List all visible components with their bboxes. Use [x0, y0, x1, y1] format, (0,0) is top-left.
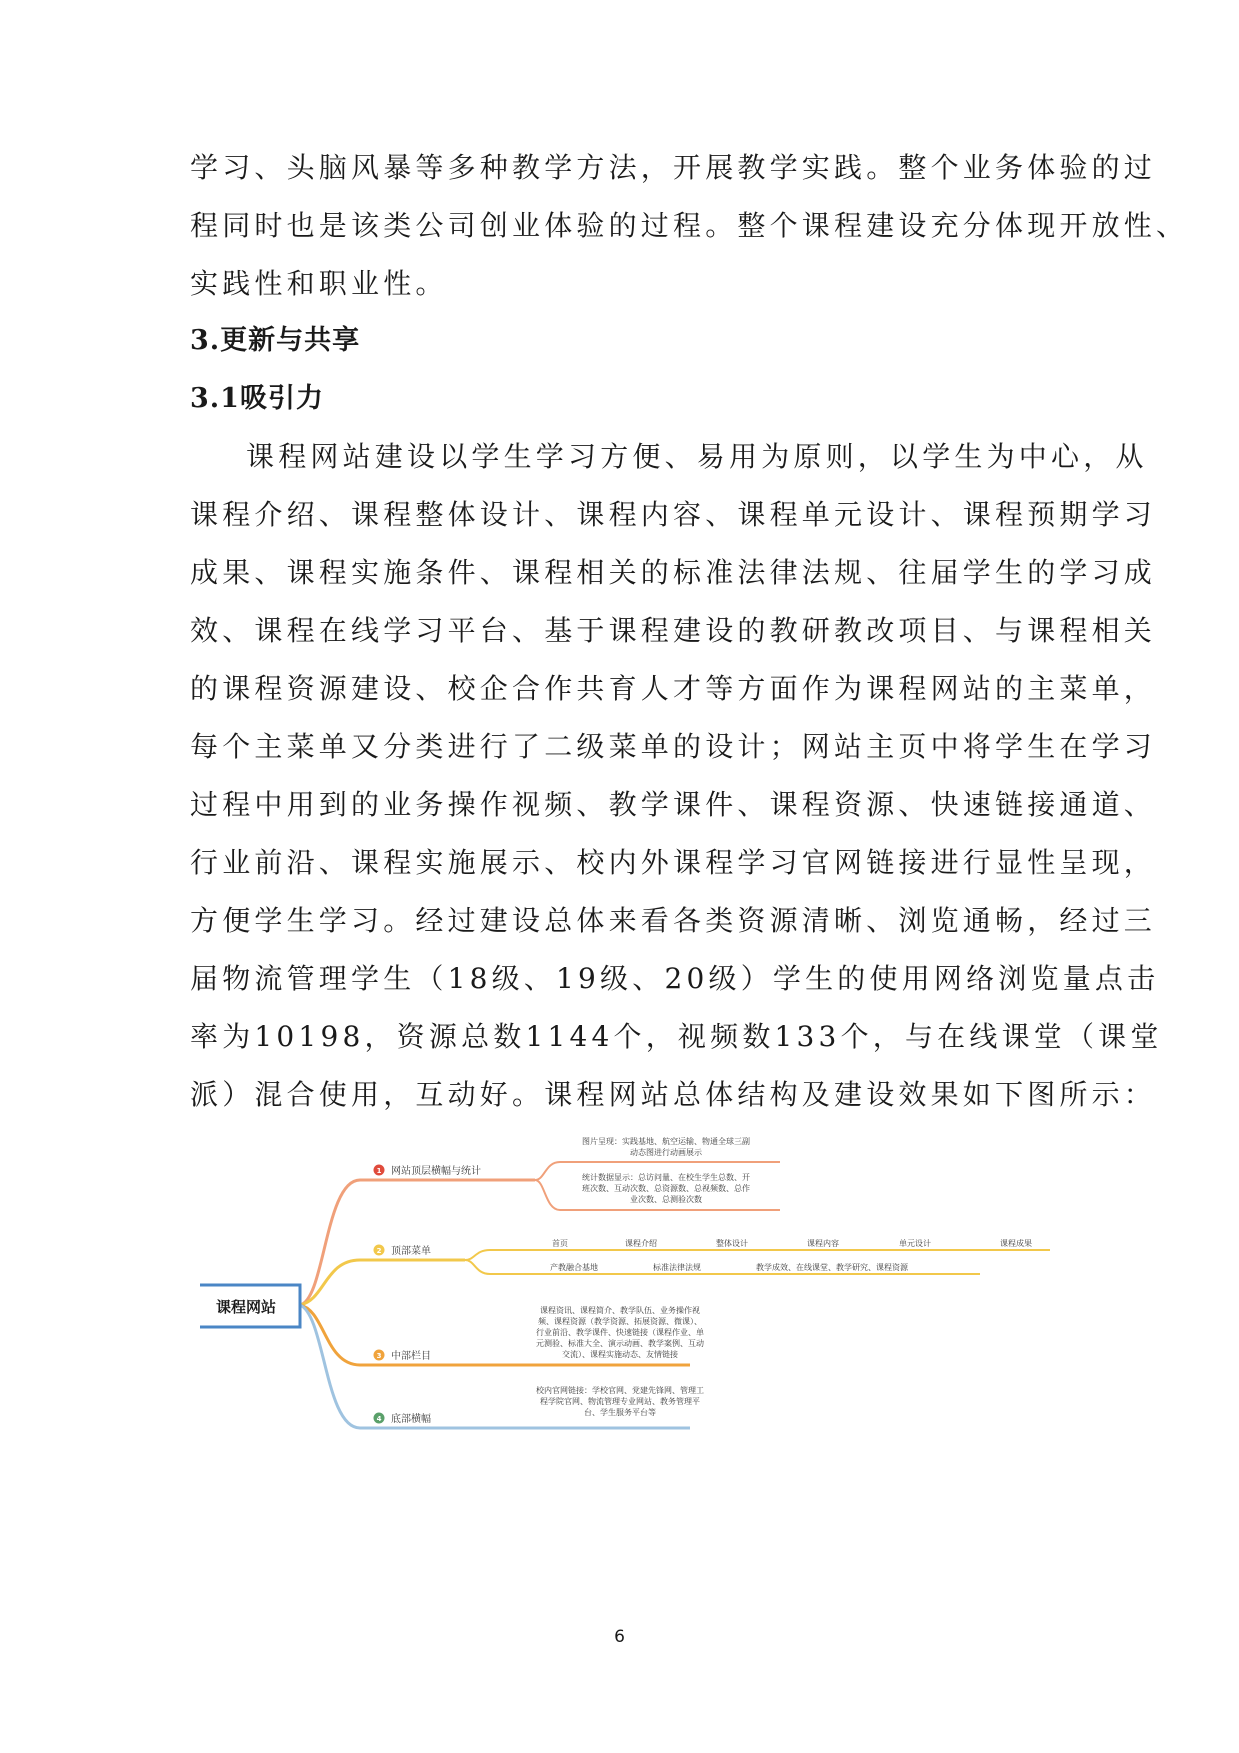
- paragraph-line: 课程介绍、课程整体设计、课程内容、课程单元设计、课程预期学习: [190, 498, 1157, 531]
- branch-3-leaf-line: 交流）、课程实施动态、友情链接: [562, 1350, 678, 1359]
- paragraph-line: 方便学生学习。经过建设总体来看各类资源清晰、浏览通畅，经过三: [190, 904, 1157, 937]
- paragraph-line: 派）混合使用，互动好。课程网站总体结构及建设效果如下图所示：: [190, 1078, 1157, 1111]
- branch-4-leaf-line: 程学院官网、物流管理专业网站、教务管理平: [540, 1397, 700, 1406]
- branch-3-leaf-line: 频、课程资源（教学资源、拓展资源、微课）、: [538, 1317, 702, 1326]
- branch-2-label: 顶部菜单: [391, 1246, 431, 1257]
- top-menu-item: 课程介绍: [625, 1239, 657, 1248]
- paragraph-line: 届物流管理学生（18级、19级、20级）学生的使用网络浏览量点击: [190, 962, 1160, 995]
- top-menu-item: 整体设计: [716, 1239, 748, 1248]
- paragraph-line: 课程网站建设以学生学习方便、易用为原则，以学生为中心，从: [246, 440, 1148, 473]
- page-number: 6: [614, 1627, 625, 1647]
- branch-1-leaf-line: 业次数、总测验次数: [630, 1195, 702, 1204]
- top-menu-item: 课程成果: [1000, 1239, 1032, 1248]
- paragraph-line: 效、课程在线学习平台、基于课程建设的教研教改项目、与课程相关: [190, 614, 1157, 647]
- paragraph-line: 行业前沿、课程实施展示、校内外课程学习官网链接进行显性呈现，: [190, 846, 1157, 879]
- paragraph-line: 过程中用到的业务操作视频、教学课件、课程资源、快速链接通道、: [190, 788, 1157, 821]
- top-menu-item: 课程内容: [807, 1239, 839, 1248]
- top-menu-item: 产教融合基地: [550, 1263, 598, 1272]
- branch-2-number: 2: [376, 1247, 382, 1255]
- root-label: 课程网站: [215, 1298, 277, 1316]
- paragraph-line: 每个主菜单又分类进行了二级菜单的设计；网站主页中将学生在学习: [190, 730, 1157, 763]
- top-menu-item: 首页: [552, 1239, 568, 1248]
- branch-1-leaf-line: 动态图进行动画展示: [630, 1148, 702, 1157]
- course-website-mindmap: [200, 1130, 1060, 1610]
- branch-1-leaf-line: 班次数、互动次数、总资源数、总视频数、总作: [582, 1184, 750, 1193]
- top-menu-item: 标准法律法规: [653, 1263, 701, 1272]
- branch-3-leaf-line: 课程资讯、课程简介、教学队伍、业务操作视: [540, 1306, 700, 1315]
- top-menu-item: 单元设计: [899, 1239, 931, 1248]
- paragraph-line: 实践性和职业性。: [190, 267, 448, 300]
- paragraph-line: 成果、课程实施条件、课程相关的标准法律法规、往届学生的学习成: [190, 556, 1157, 589]
- paragraph-line: 程同时也是该类公司创业体验的过程。整个课程建设充分体现开放性、: [190, 209, 1189, 242]
- paragraph-line: 的课程资源建设、校企合作共育人才等方面作为课程网站的主菜单，: [190, 672, 1157, 705]
- branch-4-number: 4: [376, 1415, 382, 1423]
- branch-3-leaf-line: 行业前沿、教学课件、快速链接（课程作业、单: [536, 1328, 704, 1337]
- top-menu-item: 教学成效、在线课堂、教学研究、课程资源: [756, 1263, 908, 1272]
- subsection-heading: 3.1吸引力: [190, 383, 324, 414]
- branch-4-leaf-line: 校内官网链接：学校官网、党建先锋网、管理工: [536, 1386, 704, 1395]
- branch-4-label: 底部横幅: [391, 1414, 431, 1425]
- paragraph-line: 学习、头脑风暴等多种教学方法，开展教学实践。整个业务体验的过: [190, 151, 1157, 184]
- branch-3-number: 3: [376, 1352, 382, 1360]
- paragraph-line: 率为10198，资源总数1144个，视频数133个，与在线课堂（课堂: [190, 1020, 1163, 1053]
- branch-1-leaf-line: 图片呈现：实践基地、航空运输、物通全球三副: [582, 1137, 750, 1146]
- branch-3-label: 中部栏目: [391, 1351, 431, 1362]
- branch-3-leaf-line: 元测验、标准大全、演示动画、教学案例、互动: [536, 1339, 704, 1348]
- branch-1-label: 网站顶层横幅与统计: [391, 1166, 481, 1177]
- branch-1-leaf-line: 统计数据显示：总访问量、在校生学生总数、开: [582, 1173, 750, 1182]
- branch-1-number: 1: [376, 1167, 382, 1175]
- branch-4-leaf-line: 台、学生服务平台等: [584, 1408, 656, 1417]
- section-heading: 3.更新与共享: [190, 325, 361, 356]
